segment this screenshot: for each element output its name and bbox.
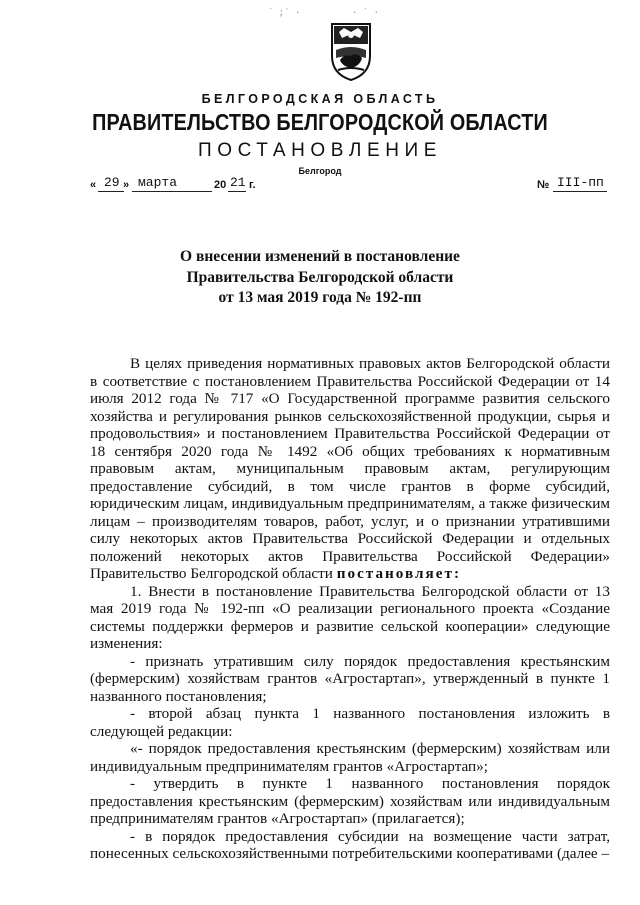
body-paragraph: 1. Внести в постановление Правительства Белгородской области от 13 мая 2019 года № 192-пп «О реализации регионального проекта «Создание системы поддержки фермеров и развитие сельской кооперации» следующие изменения: (90, 582, 610, 652)
government-name: ПРАВИТЕЛЬСТВО БЕЛГОРОДСКОЙ ОБЛАСТИ (92, 109, 548, 135)
document-title (0, 247, 640, 309)
title-line-3: от 13 мая 2019 года № 192-пп (218, 289, 422, 306)
date-month: марта (138, 175, 178, 190)
date-year-suffix: 21 (230, 175, 246, 190)
title-line-1: О внесении изменений в постановление (180, 248, 460, 265)
body-paragraph: - признать утратившим силу порядок предоставления крестьянским (фермерским) хозяйствам грантов «Агростартап», утвержденный в пункте 1 названного постановления; (90, 652, 610, 705)
preamble-text: В целях приведения нормативных правовых актов Белгородской области в соответствие с постановлением Правительства Российской Федерации от 14 июля 2012 года № 717 «О Государственной программе развития сельского хозяйства и регулирования рынков сельскохозяйственной продукции, сырья и продовольствия» и постановлением Правительства Российской Федерации от 18 сентября 2020 года № 1492 «Об общих требованиях к нормативным правовым актам, муниципальным правовым актам, регулирующим предоставление субсидий, в том числе грантов в форме субсидий, юридическим лицам, индивидуальным предпринимателям, а также физическим лицам – производителям товаров, работ, услуг, и о признании утратившими силу некоторых актов Правительства Российской Федерации и отдельных положений некоторых актов Правительства Российской Федерации» Правительство Белгородской области (90, 355, 610, 582)
body-paragraph: «- порядок предоставления крестьянским (фермерским) хозяйствам или индивидуальным предпринимателям грантов «Агростартап»; (90, 740, 610, 775)
date-line (90, 176, 260, 194)
document-number (537, 176, 609, 194)
document-type: ПОСТАНОВЛЕНИЕ (197, 140, 443, 161)
number-value: III-пп (557, 175, 604, 190)
body-paragraph: - второй абзац пункта 1 названного постановления изложить в следующей редакции: (90, 705, 610, 740)
title-line-2: Правительства Белгородской области (186, 268, 454, 286)
decree-word: постановляет: (336, 565, 462, 582)
number-label: № (537, 179, 550, 191)
scan-artifact: ˙ ;ˊ · (268, 8, 301, 18)
body-paragraph: - утвердить в пункте 1 названного постановления порядок предоставления крестьянским (фермерским) хозяйствам или индивидуальным предпринимателям грантов «Агростартап» (прилагается); (90, 775, 610, 827)
coat-of-arms-emblem (330, 20, 372, 82)
date-close-quote: » (123, 179, 130, 191)
city-name: Белгород (298, 166, 342, 176)
body-paragraph: - в порядок предоставления субсидии на возмещение части затрат, понесенных сельскохозяйственными потребительскими кооперативами (далее – (90, 827, 610, 862)
date-year-unit: г. (249, 179, 256, 191)
date-day: 29 (104, 175, 120, 190)
region-name: БЕЛГОРОДСКАЯ ОБЛАСТЬ (201, 92, 439, 106)
date-open-quote: « (90, 179, 97, 191)
preamble-paragraph (90, 355, 610, 583)
scan-artifact: · ˊ · (352, 8, 380, 18)
date-year-prefix: 20 (214, 179, 227, 191)
document-body (90, 355, 610, 863)
